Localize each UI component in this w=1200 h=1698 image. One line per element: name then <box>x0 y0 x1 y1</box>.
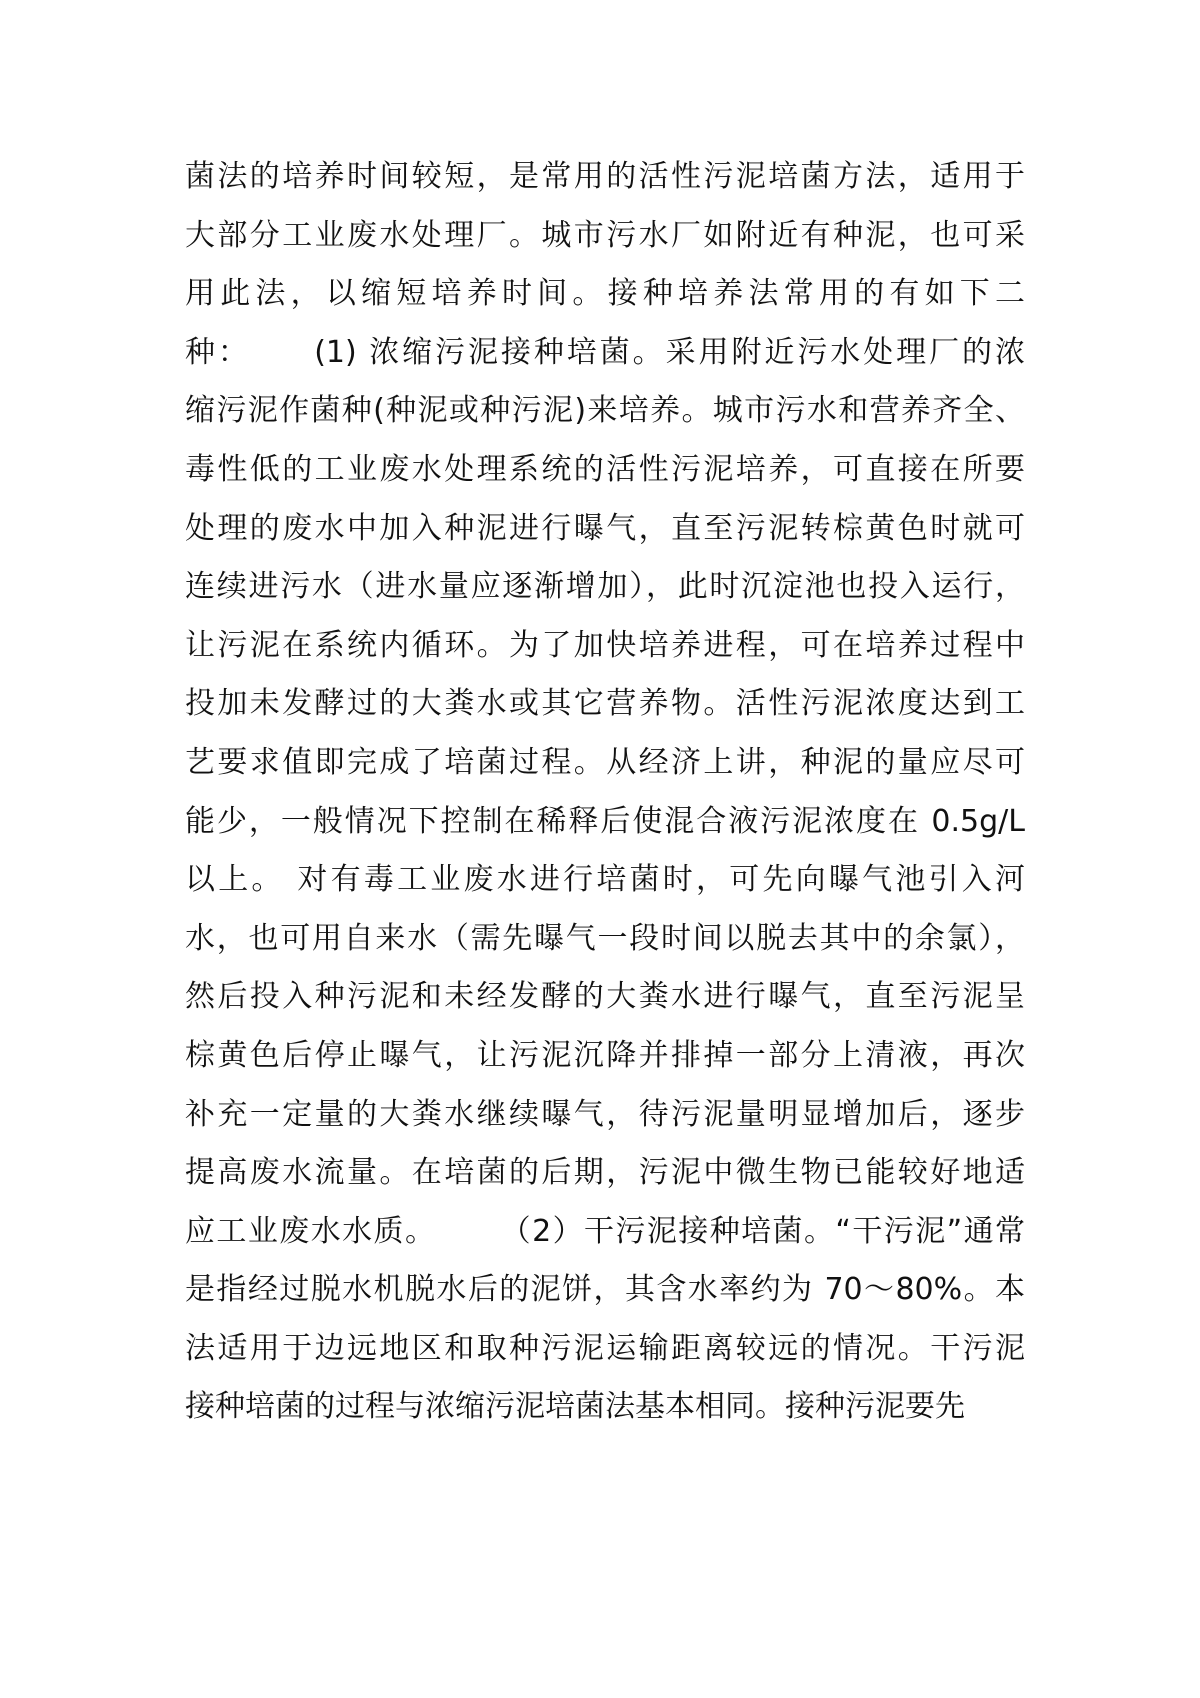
text-line: 棕黄色后停止曝气，让污泥沉降并排掉一部分上清液，再次 <box>185 1037 1025 1073</box>
text-line: 投加未发酵过的大粪水或其它营养物。活性污泥浓度达到工 <box>185 686 1025 722</box>
text-line: 法适用于边远地区和取种污泥运输距离较远的情况。干污泥 <box>185 1330 1025 1366</box>
text-line: 应工业废水水质。 （2）干污泥接种培菌。“干污泥”通常 <box>185 1213 1025 1249</box>
body-text <box>185 148 1025 1437</box>
text-line: 种： (1) 浓缩污泥接种培菌。采用附近污水处理厂的浓 <box>185 334 1025 370</box>
text-line: 缩污泥作菌种(种泥或种污泥)来培养。城市污水和营养齐全、 <box>185 393 1025 429</box>
text-line: 大部分工业废水处理厂。城市污水厂如附近有种泥，也可采 <box>185 217 1025 253</box>
text-line: 是指经过脱水机脱水后的泥饼，其含水率约为 70～80%。本 <box>185 1272 1025 1308</box>
text-line: 能少，一般情况下控制在稀释后使混合液污泥浓度在 0.5g/L <box>185 803 1025 839</box>
text-line: 然后投入种污泥和未经发酵的大粪水进行曝气，直至污泥呈 <box>185 979 1025 1015</box>
text-line: 补充一定量的大粪水继续曝气，待污泥量明显增加后，逐步 <box>185 1096 1025 1132</box>
text-line: 提高废水流量。在培菌的后期，污泥中微生物已能较好地适 <box>185 1155 1025 1191</box>
text-line: 让污泥在系统内循环。为了加快培养进程，可在培养过程中 <box>185 627 1025 663</box>
text-line: 艺要求值即完成了培菌过程。从经济上讲，种泥的量应尽可 <box>185 744 1025 780</box>
text-line: 菌法的培养时间较短，是常用的活性污泥培菌方法，适用于 <box>185 159 1025 194</box>
text-line: 以上。 对有毒工业废水进行培菌时，可先向曝气池引入河 <box>185 862 1025 898</box>
text-line: 连续进污水（进水量应逐渐增加），此时沉淀池也投入运行， <box>185 569 1025 605</box>
text-line: 毒性低的工业废水处理系统的活性污泥培养，可直接在所要 <box>185 451 1025 487</box>
text-line: 水，也可用自来水（需先曝气一段时间以脱去其中的余氯）， <box>185 920 1025 956</box>
text-line: 接种培菌的过程与浓缩污泥培菌法基本相同。接种污泥要先 <box>185 1389 965 1425</box>
text-line: 用此法，以缩短培养时间。接种培养法常用的有如下二 <box>185 276 1025 312</box>
text-line: 处理的废水中加入种泥进行曝气，直至污泥转棕黄色时就可 <box>185 510 1025 546</box>
